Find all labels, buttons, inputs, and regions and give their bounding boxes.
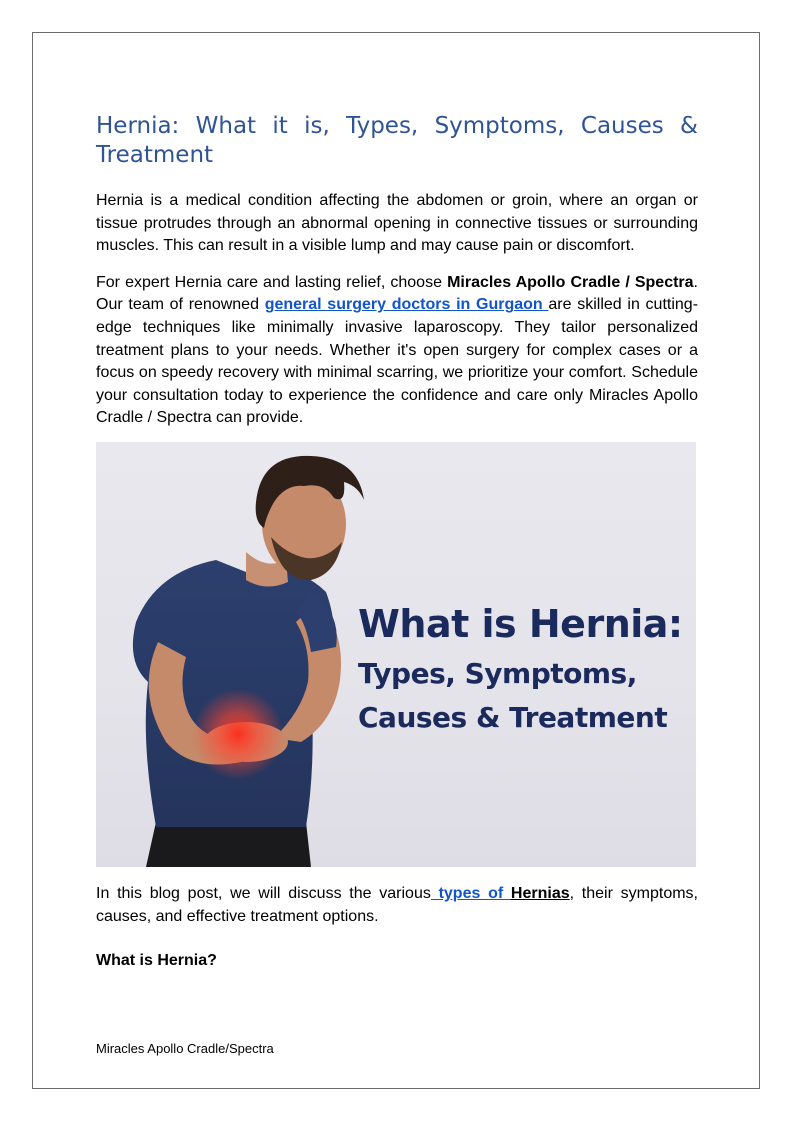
blog-text-before: In this blog post, we will discuss the various: [96, 885, 431, 902]
post-image-section: [96, 883, 698, 972]
section-heading: What is Hernia?: [96, 952, 217, 970]
blog-text-after: , their symptoms, causes, and effective treatment options.: [96, 885, 698, 925]
brand-name: Miracles Apollo Cradle / Spectra: [447, 273, 694, 291]
page-title: Hernia: What it is, Types, Symptoms, Causes & Treatment: [96, 113, 698, 168]
page-footer: Miracles Apollo Cradle/Spectra: [96, 1041, 274, 1056]
hero-image: [96, 442, 696, 867]
hernias-bold: Hernias: [510, 885, 570, 902]
care-text-mid: . Our team of renowned: [96, 273, 698, 314]
intro-paragraph: Hernia is a medical condition affecting the abdomen or groin, where an organ or tissue protrudes through an abnormal opening in connective tissues or surrounding muscles. This can result in a visible lump and may cause pain or discomfort.: [96, 192, 698, 255]
care-text-after: are skilled in cutting-edge techniques like minimally invasive laparoscopy. They tailor personalized treatment plans to your needs. Whether it's open surgery for complex cases or a focus on speedy recovery with minimal scarring, we prioritize your comfort. Schedule your consultation today to experience the confidence and care only Miracles Apollo Cradle / Spectra can provide.: [96, 296, 699, 427]
types-of-hernias-link[interactable]: types of: [430, 885, 511, 902]
hero-text: [358, 602, 688, 740]
hero-subtitle-line-1: Types, Symptoms,: [358, 657, 637, 690]
hero-subtitle-line-2: Causes & Treatment: [358, 701, 668, 734]
care-paragraph: [96, 272, 699, 427]
document-body: [96, 112, 698, 431]
care-text-before: For expert Hernia care and lasting relief, choose: [96, 273, 448, 291]
blog-intro-paragraph: [96, 883, 698, 928]
hero-title: What is Hernia:: [358, 602, 683, 646]
general-surgery-link[interactable]: general surgery doctors in Gurgaon: [264, 296, 549, 314]
